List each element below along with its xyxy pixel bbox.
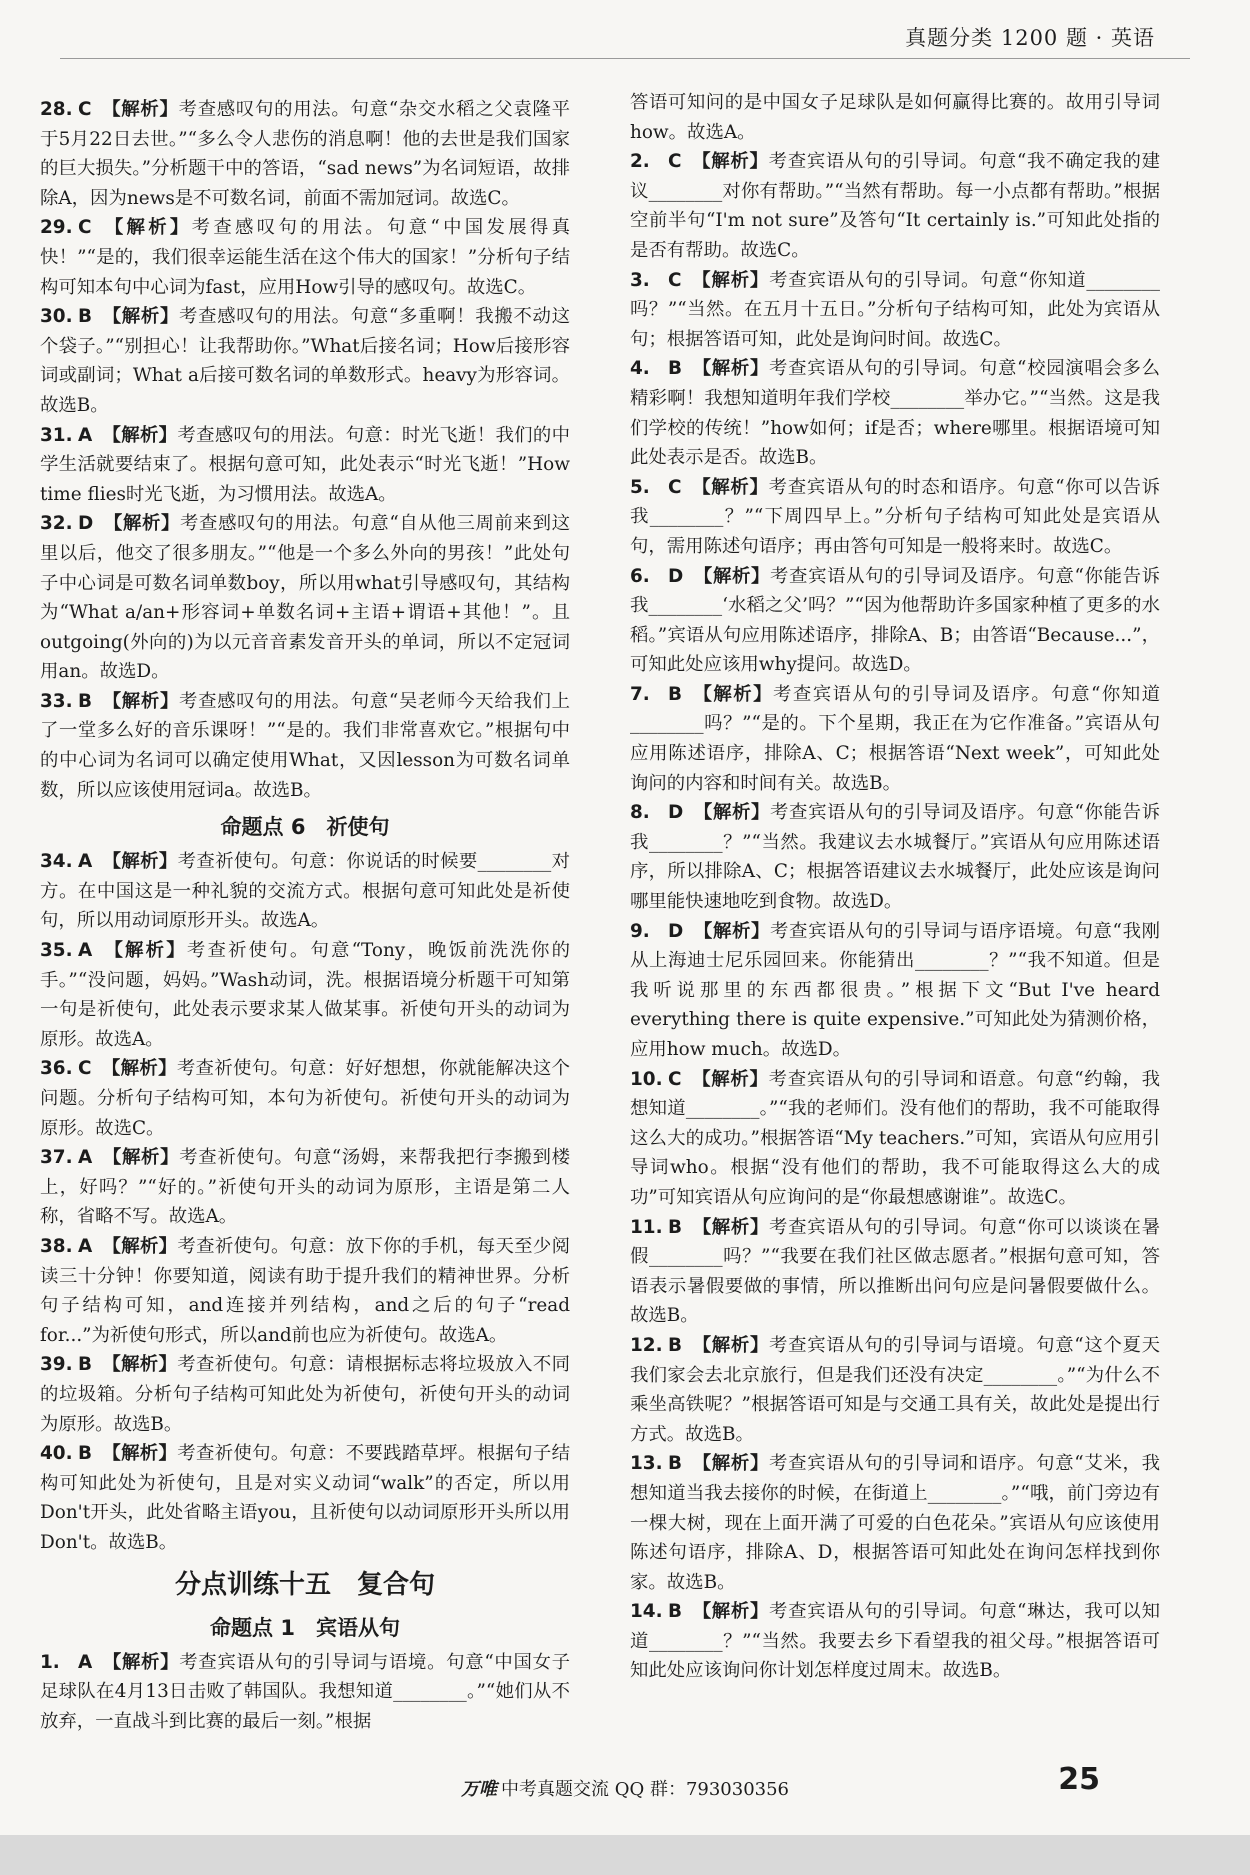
answer-letter: B (668, 683, 683, 705)
question-number: 39. (40, 1354, 73, 1376)
analysis-tag: 【解析】 (693, 920, 771, 942)
question-number: 2. (630, 151, 650, 173)
analysis-text: 考查宾语从句的引导词。句意“我不确定我的建议________对你有帮助。”“当然有帮助。每一小点都有帮助。”根据空前半句“I'm not sure”及答句“It certainly is.”可知此处指的是否有帮助。故选C。 (630, 151, 1160, 261)
answer-entry (40, 421, 570, 510)
analysis-text: 考查祈使句。句意：好好想想，你就能解决这个问题。分析句子结构可知，本句为祈使句。祈使句开头的动词为原形。故选C。 (40, 1058, 570, 1139)
analysis-tag: 【解析】 (691, 476, 769, 498)
answer-entry (630, 917, 1160, 1065)
analysis-tag: 【解析】 (102, 1147, 180, 1169)
answer-letter: C (668, 269, 682, 291)
answer-letter: A (78, 1651, 93, 1673)
answer-letter: C (78, 1058, 92, 1080)
analysis-text: 考查宾语从句的引导词。句意“你知道________吗？”“当然。在五月十五日。”分析句子结构可知，此处为宾语从句；根据答语可知，此处是询问时间。故选C。 (630, 269, 1160, 350)
answer-letter: B (78, 690, 93, 712)
analysis-tag: 【解析】 (102, 306, 180, 328)
question-number: 35. (40, 940, 73, 962)
answer-letter: C (668, 1068, 682, 1090)
analysis-text: 考查祈使句。句意：放下你的手机，每天至少阅读三十分钟！你要知道，阅读有助于提升我们的精神世界。分析句子结构可知，and连接并列结构，and之后的句子“read for...”为祈使句形式，所以and前也应为祈使句。故选A。 (40, 1235, 570, 1346)
question-number: 1. (40, 1651, 60, 1673)
question-number: 32. (40, 513, 73, 535)
analysis-tag: 【解析】 (101, 1058, 177, 1080)
answer-letter: B (78, 306, 93, 328)
question-number: 8. (630, 802, 650, 824)
question-number: 14. (630, 1601, 663, 1623)
analysis-text: 考查感叹句的用法。句意“自从他三周前来到这里以后，他交了很多朋友。”“他是一个多么外向的男孩！”此处句子中心词是可数名词单数boy，所以用what引导感叹句，其结构为“What a/an+形容词+单数名词+主语+谓语+其他！”。且outgoing(外向的)为以元音音素发音开头的单词，所以不定冠词用an。故选D。 (40, 513, 570, 683)
analysis-text: 考查宾语从句的时态和语序。句意“你可以告诉我________？”“下周四早上。”分析句子结构可知此处是宾语从句，需用陈述句语序；再由答句可知是一般将来时。故选C。 (630, 476, 1160, 557)
analysis-tag: 【解析】 (692, 1216, 770, 1238)
answer-entry (630, 1065, 1160, 1213)
analysis-tag: 【解析】 (101, 217, 192, 239)
analysis-text: 考查祈使句。句意“汤姆，来帮我把行李搬到楼上，好吗？”“好的。”祈使句开头的动词为原形，主语是第二人称，省略不写。故选A。 (40, 1147, 570, 1228)
answer-letter: D (78, 513, 94, 535)
answer-entry (630, 1331, 1160, 1449)
analysis-text: 考查宾语从句的引导词及语序。句意“你知道________吗？”“是的。下个星期，我正在为它作准备。”宾语从句应用陈述语序，排除A、C；根据答语“Next week”，可知此处询问的内容和时间有关。故选B。 (630, 683, 1160, 794)
answer-entry (630, 1449, 1160, 1597)
answer-entry (630, 1597, 1160, 1686)
analysis-tag: 【解析】 (102, 1651, 180, 1673)
answer-letter: D (668, 802, 684, 824)
page-number: 25 (1058, 1762, 1100, 1797)
answer-letter: C (78, 99, 92, 120)
analysis-tag: 【解析】 (692, 1601, 770, 1623)
answer-letter: A (78, 424, 93, 446)
answer-letter: B (668, 358, 683, 380)
question-number: 34. (40, 851, 73, 873)
analysis-tag: 【解析】 (693, 802, 771, 824)
analysis-tag: 【解析】 (692, 358, 770, 380)
answer-entry (40, 1439, 570, 1557)
analysis-text: 考查宾语从句的引导词及语序。句意“你能告诉我________‘水稻之父’吗？”“因为他帮助许多国家种植了更多的水稻。”宾语从句应用陈述语序，排除A、B；由答语“Because...”，可知此处应该用why提问。故选D。 (630, 565, 1160, 676)
analysis-text: 考查宾语从句的引导词。句意“你可以谈谈在暑假________吗？”“我要在我们社区做志愿者。”根据句意可知，答语表示暑假要做的事情，所以推断出问句应是问暑假要做什么。故选B。 (630, 1216, 1160, 1327)
answer-entry (40, 847, 570, 936)
analysis-tag: 【解析】 (692, 1453, 770, 1475)
analysis-tag: 【解析】 (692, 1334, 770, 1356)
question-number: 3. (630, 269, 650, 291)
answer-entry (40, 1350, 570, 1439)
answer-entry (630, 1213, 1160, 1331)
answer-letter: A (78, 1147, 93, 1169)
analysis-text: 考查宾语从句的引导词和语意。句意“约翰，我想知道________。”“我的老师们。没有他们的帮助，我不可能取得这么大的成功。”根据答语“My teachers.”可知，宾语从句应用引导词who。根据“没有他们的帮助，我不可能取得这么大的成功”可知宾语从句应询问的是“你最想感谢谁”。故选C。 (630, 1068, 1160, 1208)
answer-entry (40, 1648, 570, 1737)
footer-text: 中考真题交流 QQ 群：793030356 (500, 1779, 790, 1800)
answer-letter: C (78, 217, 92, 239)
question-number: 9. (630, 920, 650, 942)
question-number: 37. (40, 1147, 73, 1169)
question-number: 11. (630, 1216, 663, 1238)
question-number: 10. (630, 1068, 663, 1090)
answer-letter: C (668, 151, 682, 173)
footer-brand: 万唯 (460, 1779, 497, 1800)
answer-entry (40, 687, 570, 805)
analysis-tag: 【解析】 (692, 683, 774, 705)
answer-entry (40, 1143, 570, 1232)
analysis-tag: 【解析】 (102, 851, 178, 873)
question-number: 4. (630, 358, 650, 380)
section-heading-6: 命题点 6 祈使句 (220, 815, 390, 840)
answer-entry (630, 798, 1160, 916)
analysis-tag: 【解析】 (691, 269, 770, 291)
answer-letter: A (78, 940, 93, 962)
question-number: 29. (40, 217, 73, 239)
analysis-tag: 【解析】 (102, 940, 187, 962)
analysis-text: 考查感叹句的用法。句意：时光飞逝！我们的中学生活就要结束了。根据句意可知，此处表示“时光飞逝！”How time flies时光飞逝，为习惯用法。故选A。 (40, 424, 570, 505)
answer-entry (630, 562, 1160, 680)
analysis-text: 考查祈使句。句意“Tony，晚饭前洗洗你的手。”“没问题，妈妈。”Wash动词，洗。根据语境分析题干可知第一句是祈使句，此处表示要求某人做某事。祈使句开头的动词为原形。故选A。 (40, 940, 570, 1050)
analysis-text: 考查宾语从句的引导词与语境。句意“这个夏天我们家会去北京旅行，但是我们还没有决定________。”“为什么不乘坐高铁呢？”根据答语可知是与交通工具有关，故此处是提出行方式。故选B。 (630, 1334, 1160, 1445)
analysis-tag: 【解析】 (691, 1068, 769, 1090)
analysis-text: 考查感叹句的用法。句意“中国发展得真快！”“是的，我们很幸运能生活在这个伟大的国家！”分析句子结构可知本句中心词为fast，应用How引导的感叹句。故选C。 (40, 217, 570, 298)
question-number: 13. (630, 1453, 663, 1475)
question-number: 28. (40, 99, 73, 120)
analysis-text: 考查祈使句。句意：不要践踏草坪。根据句子结构可知此处为祈使句，且是对实义动词“walk”的否定，所以用Don't开头，此处省略主语you，且祈使句以动词原形开头所以用Don't。故选B。 (40, 1443, 570, 1553)
answer-entry (630, 266, 1160, 355)
unit-heading: 分点训练十五 复合句 (174, 1569, 435, 1600)
answer-entry (630, 354, 1160, 472)
analysis-tag: 【解析】 (102, 690, 180, 712)
analysis-text: 考查感叹句的用法。句意“杂交水稻之父袁隆平于5月22日去世。”“多么令人悲伤的消息啊！他的去世是我们国家的巨大损失。”分析题干中的答语，“sad news”为名词短语，故排除A，因为news是不可数名词，前面不需加冠词。故选C。 (40, 99, 570, 209)
analysis-tag: 【解析】 (102, 424, 178, 446)
analysis-text: 考查感叹句的用法。句意“吴老师今天给我们上了一堂多么好的音乐课呀！”“是的。我们非常喜欢它。”根据句中的中心词为名词可以确定使用What，又因lesson为可数名词单数，所以应该使用冠词a。故选B。 (40, 690, 570, 801)
question-number: 38. (40, 1235, 73, 1257)
answer-letter: C (668, 476, 682, 498)
question-number: 33. (40, 690, 73, 712)
question-number: 30. (40, 306, 73, 328)
answer-letter: B (78, 1443, 93, 1465)
answer-entry (40, 213, 570, 302)
analysis-tag: 【解析】 (691, 151, 769, 173)
analysis-tag: 【解析】 (102, 1443, 178, 1465)
question-number: 36. (40, 1058, 73, 1080)
answer-entry (40, 1232, 570, 1350)
answer-letter: B (668, 1216, 683, 1238)
analysis-text: 考查宾语从句的引导词和语序。句意“艾米，我想知道当我去接你的时候，在街道上________。”“哦，前门旁边有一棵大树，现在上面开满了可爱的白色花朵。”宾语从句应该使用陈述句语序，排除A、D，根据答语可知此处在询问怎样找到你家。故选B。 (630, 1453, 1160, 1593)
answer-entry (630, 147, 1160, 265)
answer-letter: B (668, 1334, 683, 1356)
analysis-tag: 【解析】 (103, 513, 181, 535)
header-rule (60, 58, 1190, 59)
analysis-text: 考查宾语从句的引导词。句意“校园演唱会多么精彩啊！我想知道明年我们学校________举办它。”“当然。这是我们学校的传统！”how如何；if是否；where哪里。根据语境可知此处表示是否。故选B。 (630, 358, 1160, 469)
answer-letter: D (668, 565, 684, 587)
analysis-tag: 【解析】 (102, 1354, 178, 1376)
question-number: 6. (630, 565, 650, 587)
analysis-text: 考查感叹句的用法。句意“多重啊！我搬不动这个袋子。”“别担心！让我帮助你。”What后接名词；How后接形容词或副词；What a后接可数名词的单数形式。heavy为形容词。故选B。 (40, 306, 570, 416)
analysis-text: 考查祈使句。句意：你说话的时候要________对方。在中国这是一种礼貌的交流方式。根据句意可知此处是祈使句，所以用动词原形开头。故选A。 (40, 851, 570, 932)
answer-letter: D (668, 920, 684, 942)
answer-letter: B (668, 1601, 683, 1623)
continued-text: 答语可知问的是中国女子足球队是如何赢得比赛的。故用引导词how。故选A。 (630, 92, 1160, 143)
section-heading-1: 命题点 1 宾语从句 (210, 1615, 400, 1640)
analysis-text: 考查宾语从句的引导词。句意“琳达，我可以知道________？”“当然。我要去乡下看望我的祖父母。”根据答语可知此处应该询问你计划怎样度过周末。故选B。 (630, 1601, 1160, 1682)
answer-letter: A (78, 851, 93, 873)
answer-entry (40, 509, 570, 687)
answer-entry (40, 1054, 570, 1143)
right-column (630, 88, 1160, 1686)
analysis-text: 考查宾语从句的引导词及语序。句意“你能告诉我________？”“当然。我建议去水城餐厅。”宾语从句应用陈述语序，所以排除A、C；根据答语建议去水城餐厅，此处应该是询问哪里能快速地吃到食物。故选D。 (630, 802, 1160, 913)
analysis-text: 考查宾语从句的引导词与语序语境。句意“我刚从上海迪士尼乐园回来。你能猜出________？”“我不知道。但是我听说那里的东西都很贵。”根据下文“But I've heard everything there is quite expensive.”可知此处为猜测价格，应用how much。故选D。 (630, 920, 1160, 1060)
analysis-tag: 【解析】 (101, 99, 179, 120)
answer-entry (630, 473, 1160, 562)
analysis-text: 考查宾语从句的引导词与语境。句意“中国女子足球队在4月13日击败了韩国队。我想知道________。”“她们从不放弃，一直战斗到比赛的最后一刻。”根据 (40, 1651, 570, 1732)
answer-entry (40, 95, 570, 213)
bottom-strip (0, 1835, 1250, 1875)
question-number: 7. (630, 683, 650, 705)
answer-letter: A (78, 1235, 93, 1257)
question-number: 12. (630, 1334, 663, 1356)
analysis-text: 考查祈使句。句意：请根据标志将垃圾放入不同的垃圾箱。分析句子结构可知此处为祈使句，祈使句开头的动词为原形。故选B。 (40, 1354, 570, 1435)
question-number: 5. (630, 476, 650, 498)
answer-entry (630, 680, 1160, 798)
question-number: 40. (40, 1443, 73, 1465)
answer-letter: B (668, 1453, 683, 1475)
question-number: 31. (40, 424, 73, 446)
analysis-tag: 【解析】 (693, 565, 771, 587)
analysis-tag: 【解析】 (102, 1235, 178, 1257)
answer-entry (40, 936, 570, 1054)
left-column (40, 95, 570, 1736)
answer-entry (40, 302, 570, 420)
page-header: 真题分类 1200 题 · 英语 (905, 26, 1155, 50)
answer-letter: B (78, 1354, 93, 1376)
